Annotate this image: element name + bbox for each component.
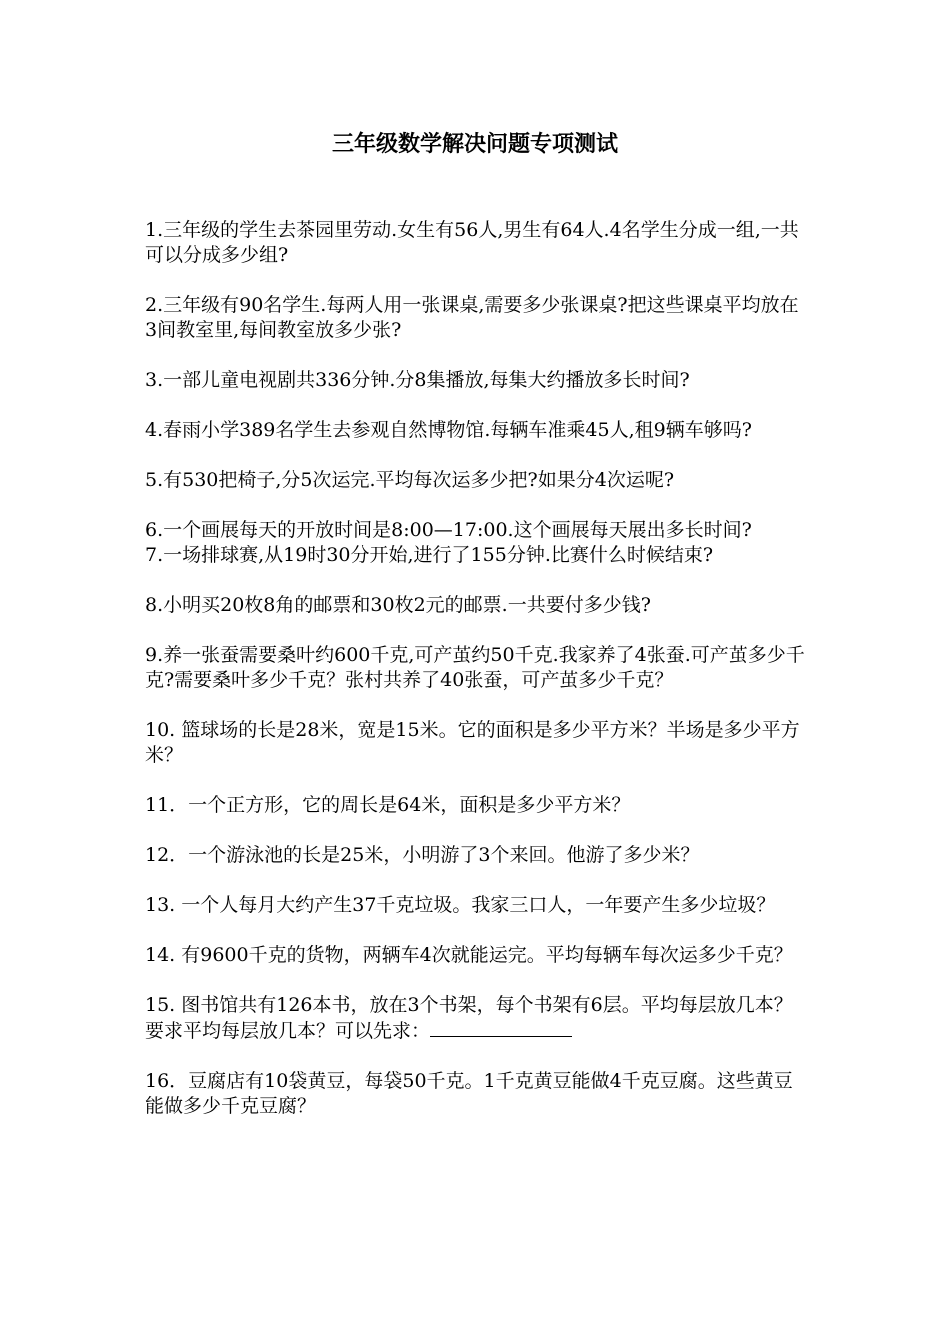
- page-title: 三年级数学解决问题专项测试: [331, 131, 618, 157]
- question-14: 14. 有9600千克的货物，两辆车4次就能运完。平均每辆车每次运多少千克？: [145, 944, 793, 966]
- question-10: 10. 篮球场的长是28米，宽是15米。它的面积是多少平方米？半场是多少平方米？: [145, 719, 800, 766]
- question-13: 13. 一个人每月大约产生37千克垃圾。我家三口人，一年要产生多少垃圾？: [145, 894, 776, 916]
- question-8: 8.小明买20枚8角的邮票和30枚2元的邮票.一共要付多少钱?: [145, 594, 651, 616]
- question-4: 4.春雨小学389名学生去参观自然博物馆.每辆车准乘45人,租9辆车够吗?: [145, 419, 752, 441]
- question-5: 5.有530把椅子,分5次运完.平均每次运多少把?如果分4次运呢?: [145, 469, 675, 491]
- question-11: 11．一个正方形，它的周长是64米，面积是多少平方米？: [145, 794, 631, 816]
- question-2: 2.三年级有90名学生.每两人用一张课桌,需要多少张课桌?把这些课桌平均放在3间教室里,每间教室放多少张?: [145, 294, 799, 341]
- question-3: 3.一部儿童电视剧共336分钟.分8集播放,每集大约播放多长时间?: [145, 369, 690, 391]
- question-12: 12．一个游泳池的长是25米，小明游了3个来回。他游了多少米？: [145, 844, 700, 866]
- question-15-prompt: 要求平均每层放几本？可以先求：: [145, 1020, 431, 1042]
- question-7: 7.一场排球赛,从19时30分开始,进行了155分钟.比赛什么时候结束?: [145, 544, 714, 566]
- question-16: 16．豆腐店有10袋黄豆，每袋50千克。1千克黄豆能做4千克豆腐。这些黄豆能做多少千克豆腐？: [145, 1070, 793, 1117]
- question-6: 6.一个画展每天的开放时间是8:00—17:00.这个画展每天展出多长时间?: [145, 519, 752, 541]
- question-15-followup: [145, 1018, 810, 1044]
- question-list: [145, 218, 810, 1144]
- question-1: 1.三年级的学生去茶园里劳动.女生有56人,男生有64人.4名学生分成一组,一共可以分成多少组?: [145, 219, 799, 266]
- question-15: 15. 图书馆共有126本书，放在3个书架，每个书架有6层。平均每层放几本？: [145, 994, 793, 1016]
- answer-blank[interactable]: [430, 1018, 572, 1037]
- question-9: 9.养一张蚕需要桑叶约600千克,可产茧约50千克.我家养了4张蚕.可产茧多少千克?需要桑叶多少千克？张村共养了40张蚕，可产茧多少千克？: [145, 644, 805, 691]
